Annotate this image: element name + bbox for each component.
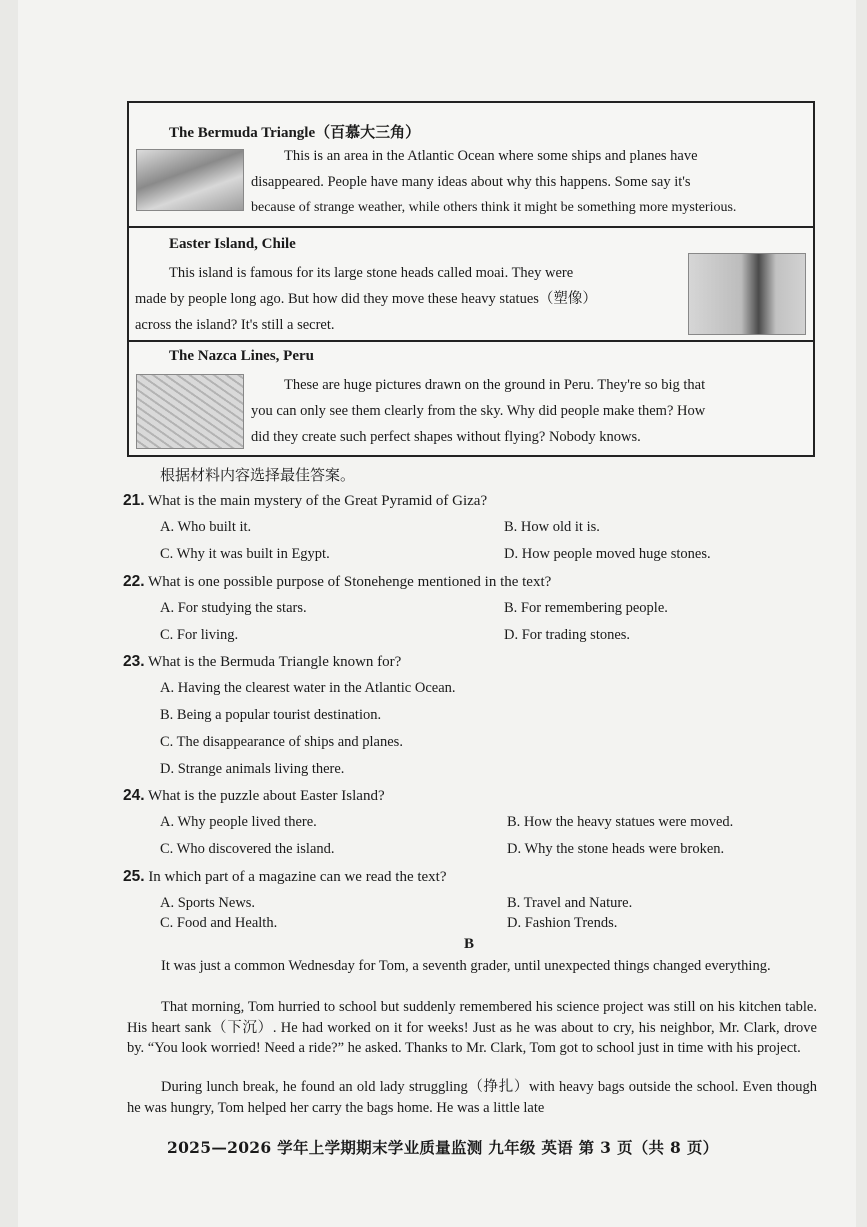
question-24 (123, 787, 385, 805)
question-text: What is the puzzle about Easter Island? (148, 788, 385, 804)
option-21-b[interactable]: B. How old it is. (504, 519, 600, 535)
option-24-d[interactable]: D. Why the stone heads were broken. (507, 841, 725, 857)
option-21-d[interactable]: D. How people moved huge stones. (504, 546, 711, 562)
question-22 (123, 573, 551, 591)
easter-island-box (129, 228, 813, 342)
question-text: In which part of a magazine can we read the text? (148, 869, 447, 885)
option-21-a[interactable]: A. Who built it. (160, 519, 252, 535)
option-22-d[interactable]: D. For trading stones. (504, 627, 631, 643)
section-b-heading: B (464, 936, 475, 952)
reading-material-boxes (127, 101, 815, 457)
story-paragraph-3: During lunch break, he found an old lady struggling（挣扎）with heavy bags outside the school. Even though he was hungry, Tom helped her carry the bags home. He was a little late (127, 1079, 817, 1116)
option-22-c[interactable]: C. For living. (160, 627, 239, 643)
question-text: What is the Bermuda Triangle known for? (148, 654, 402, 670)
question-number: 22. (123, 573, 145, 590)
option-25-b[interactable]: B. Travel and Nature. (507, 895, 633, 911)
option-23-b[interactable]: B. Being a popular tourist destination. (160, 707, 382, 723)
option-25-a[interactable]: A. Sports News. (160, 895, 256, 911)
easter-island-photo (688, 253, 806, 335)
page-footer: 2025—2026 学年上学期期末学业质量监测 九年级 英语 第 3 页（共 8 页） (167, 1138, 719, 1157)
question-number: 21. (123, 492, 145, 509)
bermuda-line-2: disappeared. People have many ideas about why this happens. Some say it's (251, 174, 691, 190)
instruction: 根据材料内容选择最佳答案。 (160, 466, 356, 484)
easter-line-2: made by people long ago. But how did they move these heavy statues（塑像） (135, 291, 597, 307)
story-paragraph-1: It was just a common Wednesday for Tom, a seventh grader, until unexpected things changed everything. (161, 958, 771, 974)
option-23-c[interactable]: C. The disappearance of ships and planes. (160, 734, 403, 750)
option-24-b[interactable]: B. How the heavy statues were moved. (507, 814, 734, 830)
question-23 (123, 653, 401, 671)
easter-island-title: Easter Island, Chile (169, 236, 296, 252)
nazca-line-1: These are huge pictures drawn on the ground in Peru. They're so big that (284, 377, 706, 393)
question-number: 25. (123, 868, 145, 885)
nazca-title: The Nazca Lines, Peru (169, 348, 314, 364)
option-21-c[interactable]: C. Why it was built in Egypt. (160, 546, 330, 562)
option-22-b[interactable]: B. For remembering people. (504, 600, 668, 616)
easter-line-3: across the island? It's still a secret. (135, 317, 335, 333)
nazca-line-3: did they create such perfect shapes without flying? Nobody knows. (251, 429, 641, 445)
question-number: 24. (123, 787, 145, 804)
nazca-line-2: you can only see them clearly from the sky. Why did people make them? How (251, 403, 706, 419)
question-text: What is the main mystery of the Great Pyramid of Giza? (148, 493, 488, 509)
bermuda-box (129, 103, 813, 228)
question-21 (123, 492, 487, 510)
bermuda-photo (136, 149, 244, 211)
bermuda-line-1: This is an area in the Atlantic Ocean where some ships and planes have (284, 148, 698, 164)
question-text: What is one possible purpose of Stonehenge mentioned in the text? (148, 574, 552, 590)
option-23-a[interactable]: A. Having the clearest water in the Atlantic Ocean. (160, 680, 456, 696)
bermuda-line-3: because of strange weather, while others think it might be something more mysterious. (251, 200, 737, 215)
easter-line-1: This island is famous for its large stone heads called moai. They were (169, 265, 574, 281)
option-25-d[interactable]: D. Fashion Trends. (507, 915, 618, 931)
option-25-c[interactable]: C. Food and Health. (160, 915, 278, 931)
option-23-d[interactable]: D. Strange animals living there. (160, 761, 345, 777)
nazca-photo (136, 374, 244, 449)
story-paragraph-2: That morning, Tom hurried to school but suddenly remembered his science project was still on his kitchen table. His heart sank（下沉）. He had worked on it for weeks! Just as he was about to cry, his neighbor, Mr. Clark, drove by. “You look worried! Need a ride?” he asked. Thanks to Mr. Clark, Tom got to school just in time with his project. (127, 999, 817, 1056)
option-22-a[interactable]: A. For studying the stars. (160, 600, 307, 616)
bermuda-title: The Bermuda Triangle（百慕大三角） (169, 125, 421, 141)
option-24-a[interactable]: A. Why people lived there. (160, 814, 317, 830)
question-25 (123, 868, 447, 886)
nazca-box (129, 342, 813, 455)
option-24-c[interactable]: C. Who discovered the island. (160, 841, 335, 857)
question-number: 23. (123, 653, 145, 670)
